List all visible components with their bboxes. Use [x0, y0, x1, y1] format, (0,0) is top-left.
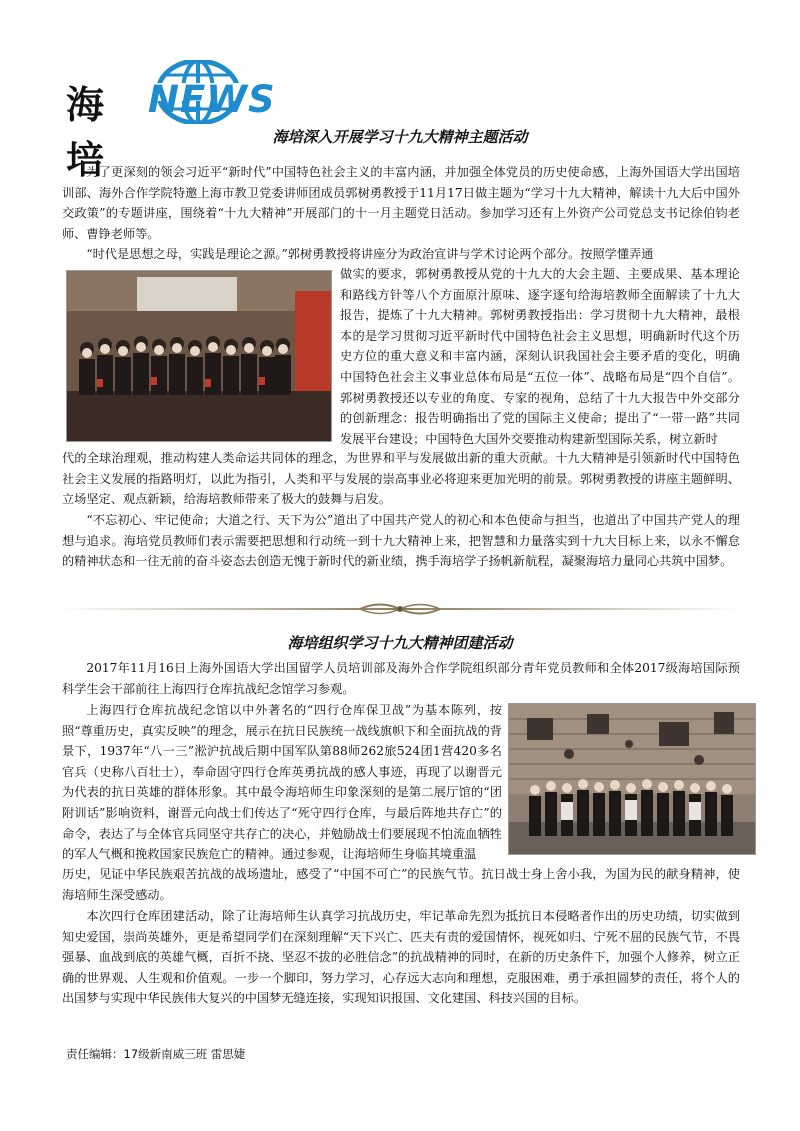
news-wordmark: NEWS: [148, 78, 276, 121]
section-divider: [60, 598, 740, 620]
article1-paragraph-2-side: 做实的要求，郭树勇教授从党的十九大的大会主题、主要成果、基本理论和路线方针等八个方面原汁原味、逐字逐句给海培教师全面解读了十九大报告，提炼了十九大精神。郭树勇教授指出：学习贯彻十九大精神，最根本的是学习贯彻习近平新时代中国特色社会主义思想，明确新时代这个历史方位的重大意义和丰富内涵，深刻认识我国社会主要矛盾的变化，明确中国特色社会主义事业总体布局是“五位一体”、战略布局是“四个自信”。郭树勇教授还以专业的角度、专家的视角，总结了十九大报告中外交部分的创新理念：报告明确指出了党的国际主义使命；提出了“一带一路”共同发展平台建设；中国特色大国外交要推动构建新型国际关系，树立新时: [340, 267, 740, 446]
lecture-group-photo-image: [67, 271, 331, 441]
lecture-group-photo: [66, 270, 332, 442]
article1-title: 海培深入开展学习十九大精神主题活动: [272, 128, 528, 146]
article1-paragraph-3: “不忘初心、牢记使命；大道之行、天下为公”道出了中国共产党人的初心和本色使命与担当，也道出了中国共产党人的理想与追求。海培党员教师们表示需要把思想和行动统一到十九大精神上来，把智慧和力量落实到十九大目标上来，以永不懈怠的精神状态和一往无前的奋斗姿态去创造无愧于新时代的新业绩，携手海培学子扬帆新航程，凝聚海培力量同心共筑中国梦。: [62, 513, 740, 569]
editor-credit: 责任编辑：17级新南威三班 雷思婕: [66, 1047, 246, 1061]
article2-paragraph-2-rest: 历史，见证中华民族艰苦抗战的战场遗址，感受了“中国不可亡”的民族气节。抗日战士身上舍小我，为国为民的献身精神，使海培师生深受感动。: [62, 867, 740, 902]
article1-paragraph-1: 为了更深刻的领会习近平“新时代”中国特色社会主义的丰富内涵，并加强全体党员的历史使命感，上海外国语大学出国培训部、海外合作学院特邀上海市教卫党委讲师团成员郭树勇教授于11月17日做主题为“学习十九大精神，解读十九大后中国外交政策”的专题讲座，围绕着“十九大精神”开展部门的十一月主题党日活动。参加学习还有上外资产公司党总支书记徐伯钧老师、曹铮老师等。: [62, 165, 740, 241]
warehouse-group-photo: [508, 703, 756, 855]
article1-paragraph-2-rest: 代的全球治理观，推动构建人类命运共同体的理念，为世界和平与发展做出新的重大贡献。十九大精神是引领新时代中国特色社会主义发展的指路明灯，以此为指引，人类和平与发展的崇高事业必将迎来更加光明的前景。郭树勇教授的讲座主题鲜明、立场坚定、观点新颖，给海培教师带来了极大的鼓舞与启发。: [62, 451, 740, 507]
article2-paragraph-1: 2017年11月16日上海外国语大学出国留学人员培训部及海外合作学院组织部分青年党员教师和全体2017级海培国际预科学生会干部前往上海四行仓库抗战纪念馆学习参观。: [62, 661, 740, 696]
article2-paragraph-3: 本次四行仓库团建活动，除了让海培师生认真学习抗战历史，牢记革命先烈为抵抗日本侵略者作出的历史功绩，切实做到知史爱国，崇尚英雄外，更是希望同学们在深刻理解“天下兴亡、匹夫有责的爱国情怀，视死如归、宁死不屈的民族气节，不畏强暴、血战到底的英雄气概，百折不挠、坚忍不拔的必胜信念”的抗战精神的同时，在新的历史条件下，加强个人修养，树立正确的世界观、人生观和价值观。一步一个脚印，努力学习，心存远大志向和理想，克服困难，勇于承担圆梦的责任，将个人的出国梦与实现中华民族伟大复兴的中国梦无缝连接，实现知识报国、文化建国、科技兴国的目标。: [62, 909, 740, 1006]
article2-title: 海培组织学习十九大精神团建活动: [287, 634, 513, 652]
article2-paragraph-2-side: 上海四行仓库抗战纪念馆以中外著名的“四行仓库保卫战”为基本陈列，按照“尊重历史，真实反映”的理念，展示在抗日民族统一战线旗帜下和全面抗战的背景下，1937年“八一三”淞沪抗战后期中国军队第88师262旅524团1营420多名官兵（史称八百壮士），奉命固守四行仓库英勇抗战的感人事迹，再现了以谢晋元为代表的抗日英雄的群体形象。其中最令海培师生印象深刻的是第二展厅馆的“团附训话”影响资料，谢晋元向战士们传达了“死守四行仓库，与最后阵地共存亡”的命令，表达了与全体官兵同坚守共存亡的决心，并勉励战士们要展现不怕流血牺牲的军人气概和挽救国家民族危亡的精神。通过参观，让海培师生身临其境重温: [62, 703, 502, 862]
article1-paragraph-2-lead: “时代是思想之母，实践是理论之源。”郭树勇教授将讲座分为政治宣讲与学术讨论两个部分。按照学懂弄通: [86, 247, 654, 261]
brand-title: 海培: [66, 83, 106, 182]
warehouse-group-photo-image: [509, 704, 755, 854]
